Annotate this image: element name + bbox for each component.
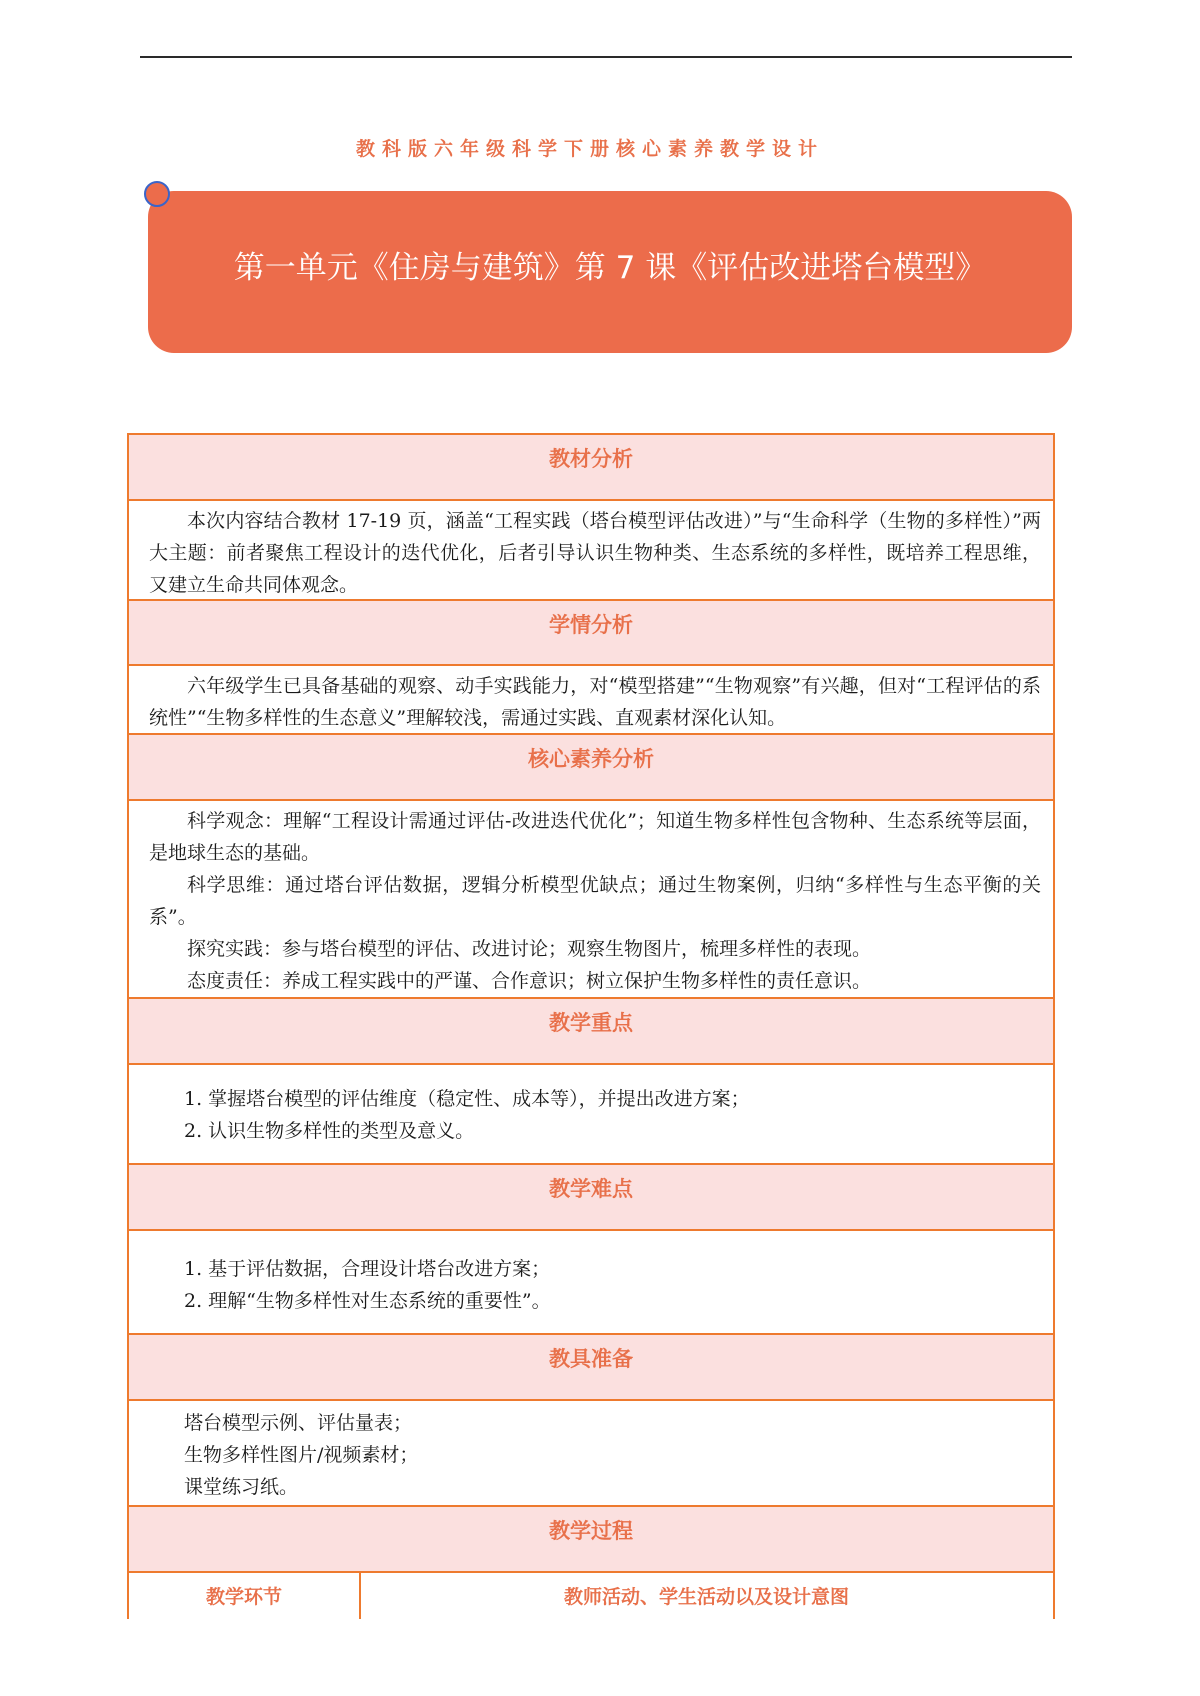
- section-body-materials: [129, 1401, 1053, 1507]
- column-header-stage: 教学环节: [129, 1573, 361, 1619]
- section-body-students: [129, 666, 1053, 735]
- section-heading-materials: 教具准备: [129, 1335, 1053, 1401]
- list-item: 1. 掌握塔台模型的评估维度（稳定性、成本等），并提出改进方案；: [184, 1088, 750, 1110]
- section-body-textbook: [129, 501, 1053, 601]
- paragraph: 态度责任：养成工程实践中的严谨、合作意识；树立保护生物多样性的责任意识。: [187, 970, 872, 992]
- paragraph: 科学观念：理解“工程设计需通过评估-改进迭代优化”；知道生物多样性包含物种、生态系统等层面，是地球生态的基础。: [149, 810, 1041, 864]
- header-rule: [140, 56, 1072, 58]
- paragraph: 本次内容结合教材 17-19 页，涵盖“工程实践（塔台模型评估改进）”与“生命科学（生物的多样性）”两大主题：前者聚焦工程设计的迭代优化，后者引导认识生物种类、生态系统的多样性，既培养工程思维，又建立生命共同体观念。: [149, 510, 1041, 596]
- process-column-header: [129, 1573, 1053, 1619]
- lesson-design-table: [127, 433, 1055, 1619]
- section-heading-core-literacy: 核心素养分析: [129, 735, 1053, 801]
- list-item: 课堂练习纸。: [184, 1476, 299, 1498]
- section-heading-students: 学情分析: [129, 601, 1053, 666]
- series-title: 教科版六年级科学下册核心素养教学设计: [355, 138, 824, 160]
- list-item: 2. 认识生物多样性的类型及意义。: [184, 1120, 475, 1142]
- lesson-title: 第一单元《住房与建筑》第 7 课《评估改进塔台模型》: [233, 250, 987, 286]
- paragraph: 科学思维：通过塔台评估数据，逻辑分析模型优缺点；通过生物案例，归纳“多样性与生态平衡的关系”。: [149, 874, 1041, 928]
- section-heading-key-points: 教学重点: [129, 999, 1053, 1065]
- list-item: 生物多样性图片/视频素材；: [184, 1444, 419, 1466]
- paragraph: 探究实践：参与塔台模型的评估、改进讨论；观察生物图片，梳理多样性的表现。: [187, 938, 872, 960]
- banner-dot-ornament: [144, 181, 170, 207]
- section-body-core-literacy: [129, 801, 1053, 999]
- list-item: 塔台模型示例、评估量表；: [184, 1412, 413, 1434]
- section-body-difficulties: [129, 1231, 1053, 1335]
- list-item: 2. 理解“生物多样性对生态系统的重要性”。: [184, 1290, 551, 1312]
- column-header-activities: 教师活动、学生活动以及设计意图: [563, 1586, 849, 1608]
- section-body-key-points: [129, 1065, 1053, 1165]
- section-heading-process: 教学过程: [129, 1507, 1053, 1573]
- section-heading-difficulties: 教学难点: [129, 1165, 1053, 1231]
- list-item: 1. 基于评估数据，合理设计塔台改进方案；: [184, 1258, 551, 1280]
- paragraph: 六年级学生已具备基础的观察、动手实践能力，对“模型搭建”“生物观察”有兴趣，但对“工程评估的系统性”“生物多样性的生态意义”理解较浅，需通过实践、直观素材深化认知。: [149, 675, 1041, 729]
- lesson-title-banner: [148, 191, 1072, 353]
- section-heading-textbook: 教材分析: [129, 435, 1053, 501]
